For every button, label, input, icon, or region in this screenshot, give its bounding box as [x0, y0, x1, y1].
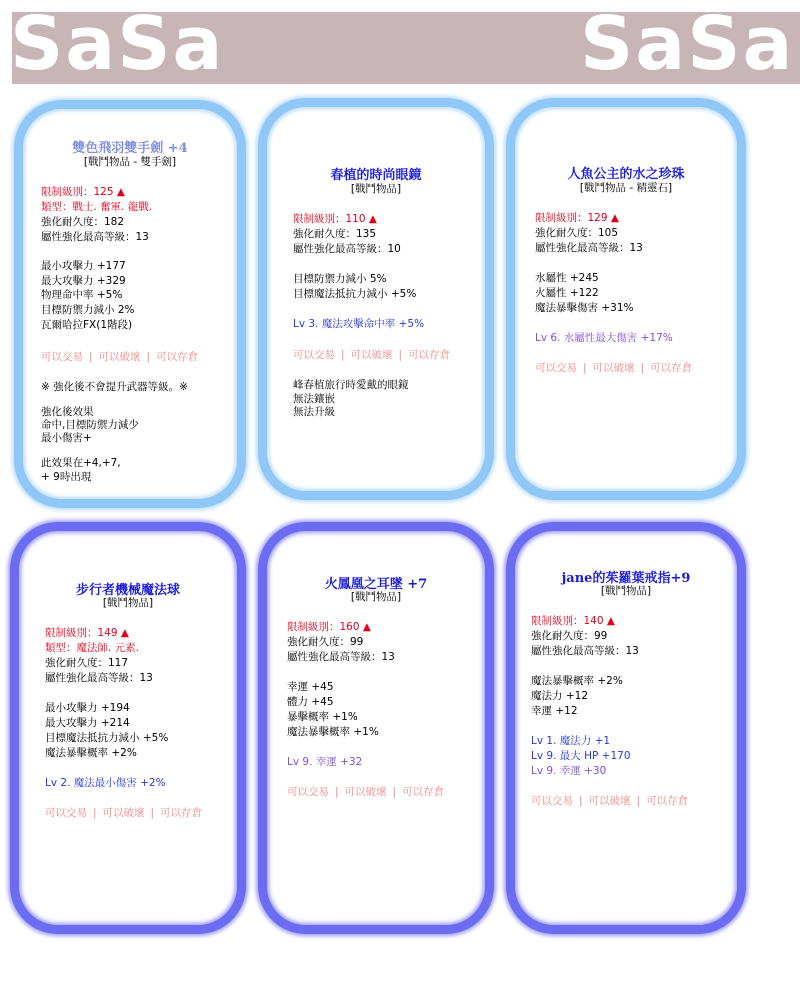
stat-line: 魔法暴擊傷害 +31%: [535, 302, 634, 314]
description-line: 峰春植旅行時愛戴的眼鏡: [293, 379, 409, 391]
item-actions: 可以交易 | 可以破壞 | 可以存倉: [535, 362, 693, 374]
durability: 強化耐久度：105: [535, 227, 619, 239]
class-type: 類型：戰士. 奮軍. 龍戰.: [41, 201, 153, 213]
storable-label: 可以存倉: [156, 351, 199, 363]
item-actions: 可以交易 | 可以破壞 | 可以存倉: [41, 351, 199, 363]
storable-label: 可以存倉: [160, 807, 203, 819]
stat-line: 暴擊概率 +1%: [287, 711, 358, 723]
level-requirement: 限制級別：160 ▲: [287, 621, 371, 633]
item-card-fashion-glasses: [258, 98, 494, 500]
stat-line: 魔法暴擊概率 +1%: [287, 726, 379, 738]
stat-line: 最小攻擊力 +177: [41, 260, 126, 272]
level-requirement: 限制級別：149 ▲: [45, 627, 129, 639]
item-card-walker-magic-orb: [10, 522, 246, 934]
description-line: 無法升級: [293, 406, 335, 418]
level-bonus: Lv 6. 水屬性最大傷害 +17%: [535, 332, 673, 344]
description-line: 無法鑲嵌: [293, 393, 335, 405]
stat-line: 目標防禦力減小 5%: [293, 273, 387, 285]
item-card-mermaid-pearl: [506, 98, 746, 500]
attribute-max-level: 屬性強化最高等級：13: [531, 645, 639, 657]
item-actions: 可以交易 | 可以破壞 | 可以存倉: [293, 349, 451, 361]
item-title: 步行者機械魔法球: [75, 583, 180, 598]
effect-line: + 9時出現: [41, 471, 92, 483]
item-category: [戰鬥物品]: [600, 585, 652, 597]
item-title: 春植的時尚眼鏡: [330, 168, 422, 183]
stat-line: 魔法暴擊概率 +2%: [45, 747, 137, 759]
destroyable-label: 可以破壞: [588, 795, 631, 807]
level-bonus: Lv 9. 最大 HP +170: [531, 750, 631, 762]
tradeable-label: 可以交易: [41, 351, 83, 363]
storable-label: 可以存倉: [650, 362, 693, 374]
level-bonus: Lv 3. 魔法攻擊命中率 +5%: [293, 318, 425, 330]
tradeable-label: 可以交易: [293, 349, 335, 361]
stat-line: 幸運 +12: [531, 705, 578, 717]
stat-line: 魔法力 +12: [531, 690, 588, 702]
item-category: [戰鬥物品 - 雙手劍]: [83, 156, 177, 168]
stat-line: 最大攻擊力 +329: [41, 275, 126, 287]
item-actions: 可以交易 | 可以破壞 | 可以存倉: [45, 807, 203, 819]
item-actions: 可以交易 | 可以破壞 | 可以存倉: [287, 786, 445, 798]
storable-label: 可以存倉: [646, 795, 689, 807]
stat-line: 物理命中率 +5%: [41, 289, 123, 301]
durability: 強化耐久度：99: [287, 636, 364, 648]
stat-line: 最大攻擊力 +214: [45, 717, 130, 729]
tradeable-label: 可以交易: [287, 786, 329, 798]
item-actions: 可以交易 | 可以破壞 | 可以存倉: [531, 795, 689, 807]
destroyable-label: 可以破壞: [98, 351, 141, 363]
level-bonus: Lv 2. 魔法最小傷害 +2%: [45, 777, 166, 789]
destroyable-label: 可以破壞: [350, 349, 393, 361]
level-bonus: Lv 9. 幸運 +32: [287, 756, 363, 768]
item-title: 火鳳凰之耳墜 +7: [324, 577, 428, 592]
destroyable-label: 可以破壞: [592, 362, 635, 374]
stat-line: 體力 +45: [287, 696, 334, 708]
stat-line: 最小攻擊力 +194: [45, 702, 130, 714]
item-category: [戰鬥物品]: [350, 591, 402, 603]
enhance-note: ※ 強化後不會提升武器等級。※: [41, 381, 188, 393]
item-category: [戰鬥物品]: [102, 597, 154, 609]
stat-line: 水屬性 +245: [535, 272, 599, 284]
tradeable-label: 可以交易: [535, 362, 577, 374]
attribute-max-level: 屬性強化最高等級：13: [45, 672, 153, 684]
item-category: [戰鬥物品]: [350, 183, 402, 195]
attribute-max-level: 屬性強化最高等級：10: [293, 243, 401, 255]
stat-line: 幸運 +45: [287, 681, 334, 693]
effect-line: 最小傷害+: [41, 432, 92, 444]
sasa-logo-left: SaSa: [10, 1, 225, 87]
level-requirement: 限制級別：125 ▲: [41, 186, 125, 198]
storable-label: 可以存倉: [402, 786, 445, 798]
attribute-max-level: 屬性強化最高等級：13: [535, 242, 643, 254]
stat-line: 目標魔法抵抗力減小 +5%: [293, 288, 417, 300]
item-title: 人魚公主的水之珍珠: [567, 167, 685, 182]
tradeable-label: 可以交易: [45, 807, 87, 819]
level-bonus: Lv 9. 幸運 +30: [531, 765, 607, 777]
attribute-max-level: 屬性強化最高等級：13: [41, 231, 149, 243]
effect-line: 強化後效果: [41, 406, 94, 418]
effect-line: 命中,目標防禦力減少: [41, 419, 139, 431]
destroyable-label: 可以破壞: [344, 786, 387, 798]
destroyable-label: 可以破壞: [102, 807, 145, 819]
durability: 強化耐久度：135: [293, 228, 377, 240]
durability: 強化耐久度：99: [531, 630, 608, 642]
stat-line: 魔法暴擊概率 +2%: [531, 675, 623, 687]
item-title: 雙色飛羽雙手劍 +4: [72, 141, 188, 156]
durability: 強化耐久度：117: [45, 657, 129, 669]
attribute-max-level: 屬性強化最高等級：13: [287, 651, 395, 663]
item-card-phoenix-earring: [258, 522, 494, 934]
sasa-logo-right: SaSa: [580, 1, 795, 87]
stat-line: 火屬性 +122: [535, 287, 599, 299]
tradeable-label: 可以交易: [531, 795, 573, 807]
level-requirement: 限制級別：140 ▲: [531, 615, 615, 627]
durability: 強化耐久度：182: [41, 216, 125, 228]
storable-label: 可以存倉: [408, 349, 451, 361]
stat-line: 目標防禦力減小 2%: [41, 304, 135, 316]
level-requirement: 限制級別：129 ▲: [535, 212, 619, 224]
level-requirement: 限制級別：110 ▲: [293, 213, 377, 225]
stat-line: 目標魔法抵抗力減小 +5%: [45, 732, 169, 744]
effect-line: 此效果在+4,+7,: [41, 457, 121, 469]
class-type: 類型：魔法師. 元素.: [45, 642, 140, 654]
item-title: jane的茱羅葉戒指+9: [561, 571, 691, 586]
item-card-jane-ring: [506, 522, 746, 934]
level-bonus: Lv 1. 魔法力 +1: [531, 735, 611, 747]
stat-line: 瓦爾哈拉FX(1階段): [41, 319, 133, 331]
item-card-twin-feather-sword: [14, 100, 246, 508]
item-category: [戰鬥物品 - 精靈石]: [579, 182, 673, 194]
